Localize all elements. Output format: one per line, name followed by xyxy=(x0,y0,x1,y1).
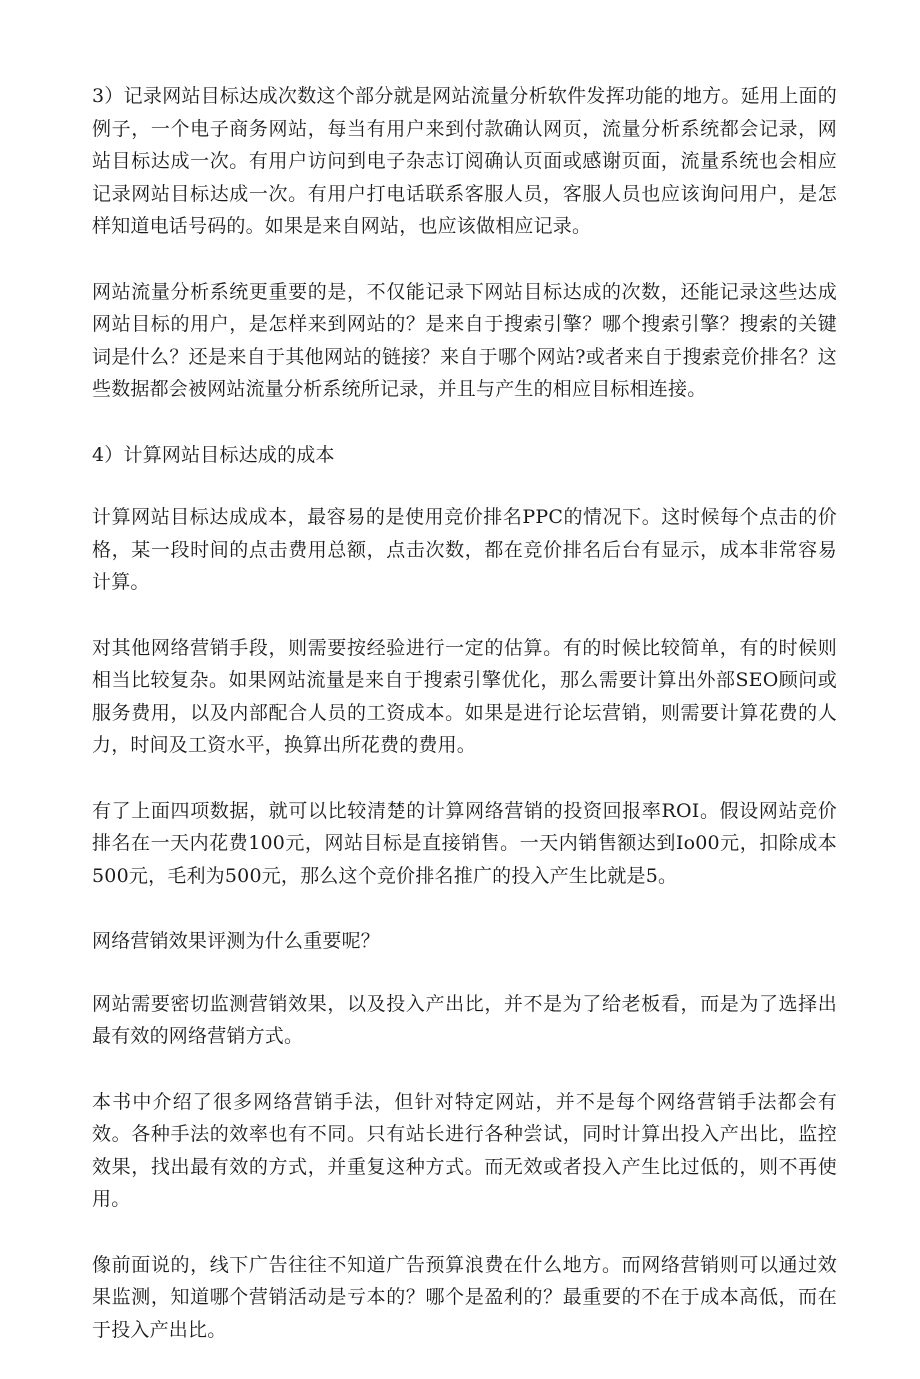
paragraph-methods-efficiency: 本书中介绍了很多网络营销手法，但针对特定网站，并不是每个网络营销手法都会有效。各种手法的效率也有不同。只有站长进行各种尝试，同时计算出投入产出比，监控效果，找出最有效的方式，并重复这种方式。而无效或者投入产生比过低的，则不再使用。 xyxy=(92,1090,837,1210)
paragraph-other-marketing-cost: 对其他网络营销手段，则需要按经验进行一定的估算。有的时候比较简单，有的时候则相当比较复杂。如果网站流量是来自于搜索引擎优化，那么需要计算出外部SEO顾问或服务费用，以及内部配合人员的工资成本。如果是进行论坛营销，则需要计算花费的人力，时间及工资水平，换算出所花费的费用。 xyxy=(92,636,837,756)
paragraph-monitor-effect: 网站需要密切监测营销效果，以及投入产出比，并不是为了给老板看，而是为了选择出最有效的网络营销方式。 xyxy=(92,992,837,1047)
paragraph-why-important-question: 网络营销效果评测为什么重要呢？ xyxy=(92,930,381,952)
paragraph-analytics-importance: 网站流量分析系统更重要的是，不仅能记录下网站目标达成的次数，还能记录这些达成网站目标的用户，是怎样来到网站的？是来自于搜索引擎？哪个搜索引擎？搜索的关键词是什么？还是来自于其他网站的链接？来自于哪个网站?或者来自于搜索竞价排名？这些数据都会被网站流量分析系统所记录，并且与产生的相应目标相连接。 xyxy=(92,280,837,400)
paragraph-offline-vs-online: 像前面说的，线下广告往往不知道广告预算浪费在什么地方。而网络营销则可以通过效果监测，知道哪个营销活动是亏本的？哪个是盈利的？最重要的不在于成本高低，而在于投入产出比。 xyxy=(92,1253,837,1341)
section-heading-goal-cost: 4）计算网站目标达成的成本 xyxy=(92,443,335,466)
paragraph-record-goal-count: 3）记录网站目标达成次数这个部分就是网站流量分析软件发挥功能的地方。延用上面的例子，一个电子商务网站，每当有用户来到付款确认网页，流量分析系统都会记录，网站目标达成一次。有用户访问到电子杂志订阅确认页面或感谢页面，流量系统也会相应记录网站目标达成一次。有用户打电话联系客服人员，客服人员也应该询问用户，是怎样知道电话号码的。如果是来自网站，也应该做相应记录。 xyxy=(92,85,837,237)
document-page xyxy=(92,80,837,1379)
paragraph-roi-example: 有了上面四项数据，就可以比较清楚的计算网络营销的投资回报率ROI。假设网站竞价排名在一天内花费100元，网站目标是直接销售。一天内销售额达到Io00元，扣除成本500元，毛利为500元，那么这个竞价排名推广的投入产生比就是5。 xyxy=(92,799,837,887)
paragraph-ppc-cost: 计算网站目标达成成本，最容易的是使用竞价排名PPC的情况下。这时候每个点击的价格，某一段时间的点击费用总额，点击次数，都在竞价排名后台有显示，成本非常容易计算。 xyxy=(92,506,837,593)
